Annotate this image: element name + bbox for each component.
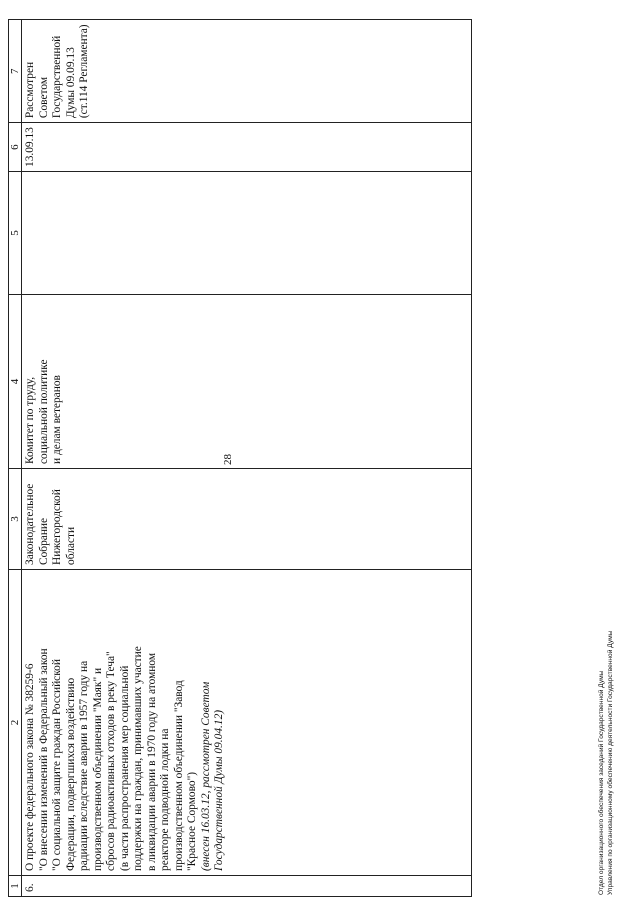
bill-title-line: производственном объединении "Маяк" и: [91, 667, 104, 871]
initiator-line: Нижегородской: [51, 489, 63, 565]
bill-title-line: поддержки на граждан, принимавших участие: [132, 646, 144, 871]
column-header-3: 3: [9, 469, 22, 570]
bill-title-line: Федерации, подвергшихся воздействию: [64, 677, 77, 871]
bill-title-line: сбросов радиоактивных отходов в реку Теча": [105, 651, 117, 871]
committee-line: социальной политике: [37, 359, 50, 464]
bill-title-line: реакторе подводной лодки на: [159, 728, 171, 871]
bill-title-line: О проекте федерального закона № 38259-6: [24, 663, 36, 871]
bill-title-line: "О социальной защите граждан Российской: [51, 659, 63, 871]
bill-title-line: в ликвидации аварии в 1970 году на атомном: [145, 652, 158, 871]
column-header-4: 4: [9, 295, 22, 469]
bill-title-line: производственном объединении "Завод: [172, 680, 185, 871]
row-number: 6.: [22, 876, 472, 897]
column-header-5: 5: [9, 172, 22, 295]
table-row: [22, 20, 472, 897]
page-number: 28: [222, 454, 234, 465]
status-line: (ст.114 Регламента): [78, 24, 90, 119]
initiator-cell: [22, 469, 472, 570]
status-line: Рассмотрен: [24, 61, 36, 119]
bill-title-cell: [22, 570, 472, 876]
bill-title-line: "О внесении изменений в Федеральный закон: [37, 648, 50, 871]
footer-line-2: Управления по организационному обеспечению деятельности Государственной Думы: [606, 630, 614, 895]
committee-cell: [22, 295, 472, 469]
bill-title-line: "Красное Сормово"): [186, 771, 198, 871]
status-line: Советом: [37, 76, 50, 119]
column-header-6: 6: [9, 123, 22, 172]
status-line: Государственной: [51, 35, 63, 119]
footer: [598, 631, 615, 895]
column-header-7: 7: [9, 20, 22, 123]
bill-note-line: Государственной Думы 09.04.12): [213, 709, 225, 871]
date-cell: 13.09.13: [22, 123, 472, 172]
committee-line: Комитет по труду,: [24, 376, 36, 464]
bill-note-line: (внесен 16.03.12, рассмотрен Советом: [199, 681, 212, 871]
column-header-1: 1: [9, 876, 22, 897]
status-cell: [22, 20, 472, 123]
status-line: Думы 09.09.13: [64, 47, 77, 119]
bill-title-line: (в части распространения мер социальной: [118, 665, 131, 871]
initiator-line: Собрание: [37, 517, 50, 565]
footer-line-1: Отдел организационного обеспечения заседаний Государственной Думы: [598, 670, 605, 895]
initiator-line: области: [64, 526, 77, 565]
column-5-cell: [22, 172, 472, 295]
column-header-2: 2: [9, 570, 22, 876]
committee-line: и делам ветеранов: [51, 375, 63, 464]
bill-title-line: радиации вследствие аварии в 1957 году на: [78, 660, 90, 871]
table-header-row: [9, 20, 22, 897]
initiator-line: Законодательное: [24, 483, 36, 565]
bills-table: [8, 19, 472, 897]
